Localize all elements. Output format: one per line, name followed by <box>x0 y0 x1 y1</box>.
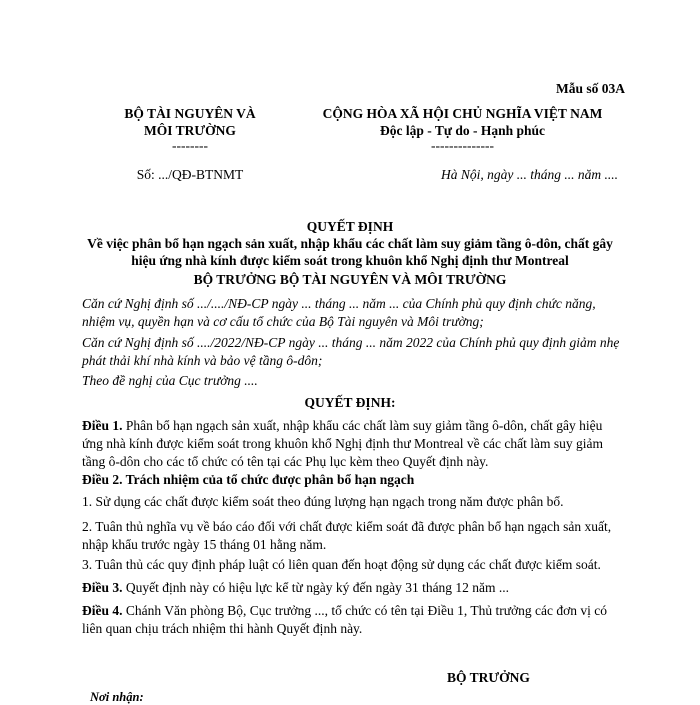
issuing-authority: BỘ TRƯỞNG BỘ TÀI NGUYÊN VÀ MÔI TRƯỜNG <box>193 272 507 287</box>
national-motto: Độc lập - Tự do - Hạnh phúc <box>379 123 546 138</box>
article-3 <box>82 579 622 597</box>
article-4-text: Chánh Văn phòng Bộ, Cục trưởng ..., tổ chức có tên tại Điều 1, Thủ trưởng các đơn vị có liên quan chịu trách nhiệm thi hành Quyết định này. <box>82 603 608 636</box>
decision-title: QUYẾT ĐỊNH <box>306 219 394 234</box>
national-rule: -------------- <box>431 138 494 153</box>
article-4-label: Điều 4. <box>82 603 123 618</box>
place-and-date: Hà Nội, ngày ... tháng ... năm .... <box>441 167 618 182</box>
article-4 <box>82 602 622 638</box>
article-3-text: Quyết định này có hiệu lực kể từ ngày ký đến ngày 31 tháng 12 năm ... <box>122 580 510 595</box>
document-number: Số: .../QĐ-BTNMT <box>136 167 244 182</box>
ministry-name-line1: BỘ TÀI NGUYÊN VÀ <box>124 106 256 121</box>
decides-heading: QUYẾT ĐỊNH: <box>304 395 396 410</box>
ministry-rule: -------- <box>172 138 208 153</box>
recipients-label: Nơi nhận: <box>90 690 144 704</box>
article-1 <box>82 417 622 471</box>
national-title: CỘNG HÒA XÃ HỘI CHỦ NGHĨA VIỆT NAM <box>322 106 603 121</box>
article-2-item-3: 3. Tuân thủ các quy định pháp luật có liên quan đến hoạt động sử dụng các chất được kiểm soát. <box>82 557 601 572</box>
signer-title: BỘ TRƯỞNG <box>447 670 530 685</box>
article-2-item-1: 1. Sử dụng các chất được kiểm soát theo đúng lượng hạn ngạch trong năm được phân bổ. <box>82 494 564 509</box>
legal-basis-2: Căn cứ Nghị định số ..../2022/NĐ-CP ngày ... tháng ... năm 2022 của Chính phủ quy định giảm nhẹ phát thải khí nhà kính và bảo vệ tầng ô-dôn; <box>82 335 620 368</box>
legal-basis-1: Căn cứ Nghị định số .../..../NĐ-CP ngày ... tháng ... năm ... của Chính phủ quy định chức năng, nhiệm vụ, quyền hạn và cơ cấu tổ chức của Bộ Tài nguyên và Môi trường; <box>82 296 596 329</box>
decision-subject-line2: hiệu ứng nhà kính được kiểm soát trong khuôn khổ Nghị định thư Montreal <box>131 253 569 268</box>
form-code: Mẫu số 03A <box>555 81 625 96</box>
article-2-item-2: 2. Tuân thủ nghĩa vụ về báo cáo đối với chất được kiểm soát đã được phân bổ hạn ngạch sản xuất, nhập khẩu trước ngày 15 tháng 01 hằng năm. <box>82 519 612 552</box>
decision-subject-line1: Về việc phân bổ hạn ngạch sản xuất, nhập khẩu các chất làm suy giảm tầng ô-dôn, chất gây <box>87 236 613 251</box>
article-1-text: Phân bổ hạn ngạch sản xuất, nhập khẩu các chất làm suy giảm tầng ô-dôn, chất gây hiệu ứng nhà kính được kiểm soát trong khuôn khổ Nghị định thư Montreal về các chất làm suy giảm tầng ô-dôn cho các tổ chức có tên tại các Phụ lục kèm theo Quyết định này. <box>82 418 603 469</box>
article-2-heading: Điều 2. Trách nhiệm của tổ chức được phân bổ hạn ngạch <box>82 472 415 487</box>
article-3-label: Điều 3. <box>82 580 123 595</box>
legal-basis-3: Theo đề nghị của Cục trưởng .... <box>82 373 258 388</box>
article-1-label: Điều 1. <box>82 418 123 433</box>
ministry-name-line2: MÔI TRƯỜNG <box>144 123 236 138</box>
